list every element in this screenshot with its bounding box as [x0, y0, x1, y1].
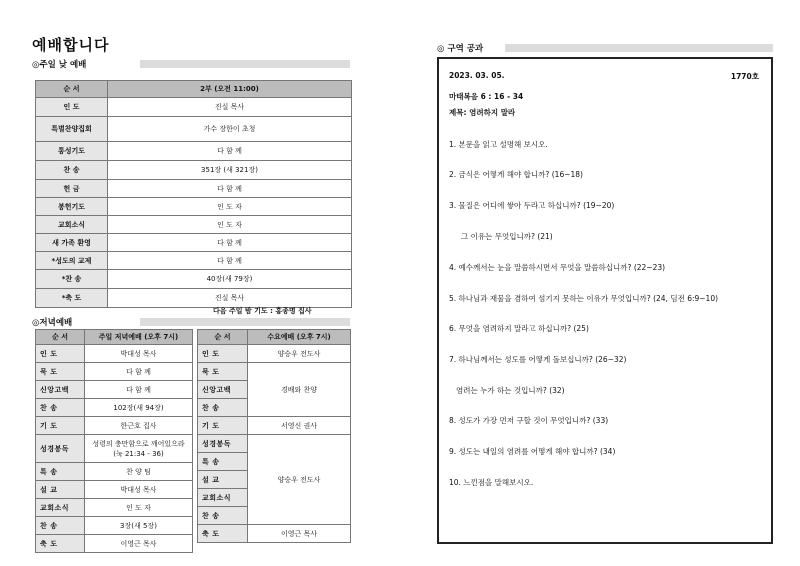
order-value: 다 함 께 [108, 234, 352, 252]
order-value: 경배와 찬양 [248, 363, 351, 417]
table-row [36, 142, 352, 161]
order-value: 다 함 께 [85, 363, 193, 381]
order-value: 박대성 목사 [85, 345, 193, 363]
order-label: 찬 송 [36, 399, 85, 417]
order-value: 가수 장한이 초청 [108, 117, 352, 142]
order-value: 351장 (새 321장) [108, 161, 352, 180]
order-value: 다 함 께 [85, 381, 193, 399]
order-value: 인 도 자 [108, 198, 352, 216]
question-item: 그 이유는 무엇입니까? (21) [461, 232, 553, 241]
order-label: 새 가족 환영 [36, 234, 108, 252]
table-row [36, 517, 193, 535]
question-item: 9. 성도는 내일의 염려를 어떻게 해야 합니까? (34) [449, 447, 616, 456]
table-header-row [36, 81, 352, 98]
table-row [36, 161, 352, 180]
table-row [198, 345, 351, 363]
study-section-header [437, 42, 773, 54]
order-value: 진실 목사 [108, 289, 352, 308]
section-bar [505, 44, 773, 52]
order-label: 특 송 [198, 453, 248, 471]
table-row [36, 180, 352, 198]
order-value: 한근호 집사 [85, 417, 193, 435]
col-service-header: 주일 저녁예배 (오후 7시) [85, 330, 193, 345]
table-row [36, 481, 193, 499]
order-label: 기 도 [36, 417, 85, 435]
order-label: 성경봉독 [36, 435, 85, 463]
table-row [36, 117, 352, 142]
order-label: 설 교 [198, 471, 248, 489]
order-value: 다 함 께 [108, 180, 352, 198]
col-service-header: 수요예배 (오후 7시) [248, 330, 351, 345]
table-row [198, 417, 351, 435]
order-label: *찬 송 [36, 270, 108, 289]
question-item: 8. 성도가 가장 먼저 구할 것이 무엇입니까? (33) [449, 416, 609, 425]
next-week-prayer-note: 다음 주일 밤 기도 : 홍종명 집사 [213, 307, 312, 315]
col-order-header: 순 서 [36, 330, 85, 345]
table-row [36, 198, 352, 216]
sunday-evening-table [35, 329, 193, 553]
sermon-title: 성령의 충만함으로 깨어있으라 [92, 439, 185, 448]
order-label: 성경봉독 [198, 435, 248, 453]
order-label: 신앙고백 [198, 381, 248, 399]
order-value: 102장(새 94장) [85, 399, 193, 417]
morning-section-label: ◎주일 낮 예배 [32, 58, 92, 70]
order-label: *성도의 교제 [36, 252, 108, 270]
question-item: 1. 본문을 읽고 설명해 보시오. [449, 140, 548, 149]
order-label: 교회소식 [36, 499, 85, 517]
order-label: 교회소식 [198, 489, 248, 507]
table-row [36, 270, 352, 289]
section-bar [140, 60, 350, 68]
table-row [36, 345, 193, 363]
order-value: 이영근 목사 [85, 535, 193, 553]
order-label: 인 도 [36, 345, 85, 363]
table-row [36, 98, 352, 117]
order-label: 봉헌기도 [36, 198, 108, 216]
scripture-ref: (눅 21:34 - 36) [113, 449, 164, 458]
morning-worship-table [35, 80, 352, 308]
table-row [36, 216, 352, 234]
order-label: *축 도 [36, 289, 108, 308]
question-item: 3. 물질은 어디에 쌓아 두라고 하십니까? (19~20) [449, 201, 615, 210]
order-value: 다 함 께 [108, 252, 352, 270]
question-item: 10. 느낀점을 말해보시오. [449, 478, 534, 487]
order-label: 특 송 [36, 463, 85, 481]
order-label: 인 도 [36, 98, 108, 117]
table-row [36, 234, 352, 252]
question-item: 염려는 누가 하는 것입니까? (32) [456, 386, 565, 395]
order-label: 교회소식 [36, 216, 108, 234]
table-row [36, 289, 352, 308]
order-value: 양승우 전도사 [248, 435, 351, 525]
table-row [36, 417, 193, 435]
order-value: 3장(새 5장) [85, 517, 193, 535]
order-label: 통성기도 [36, 142, 108, 161]
study-box [437, 57, 773, 544]
scripture-reference: 마태복음 6 : 16 - 34 [449, 92, 524, 101]
table-row [36, 535, 193, 553]
evening-section-header [32, 316, 350, 328]
table-row [36, 463, 193, 481]
order-label: 찬 송 [198, 399, 248, 417]
study-subject: 제목: 염려하지 말라 [449, 108, 516, 117]
table-header-row [36, 330, 193, 345]
order-label: 축 도 [198, 525, 248, 543]
table-row [198, 435, 351, 453]
table-row [36, 499, 193, 517]
table-row [36, 252, 352, 270]
order-value: 서영신 권사 [248, 417, 351, 435]
section-bar [140, 318, 350, 326]
question-item: 5. 하나님과 재물을 겸하여 섬기지 못하는 이유가 무엇입니까? (24, 딤전 6:9~10) [449, 294, 719, 303]
order-value: 박대성 목사 [85, 481, 193, 499]
table-row [36, 363, 193, 381]
page-title: 예배합니다 [32, 36, 110, 54]
order-value: 진실 목사 [108, 98, 352, 117]
order-label: 설 교 [36, 481, 85, 499]
morning-section-header [32, 58, 350, 70]
order-label: 기 도 [198, 417, 248, 435]
question-item: 7. 하나님께서는 성도를 어떻게 돌보십니까? (26~32) [449, 355, 627, 364]
order-value: 찬 양 팀 [85, 463, 193, 481]
order-label: 축 도 [36, 535, 85, 553]
order-value: 인 도 자 [108, 216, 352, 234]
col-order-header: 순 서 [36, 81, 108, 98]
order-label: 찬 송 [36, 161, 108, 180]
question-item: 2. 금식은 어떻게 해야 합니까? (16~18) [449, 170, 583, 179]
order-value: 인 도 자 [85, 499, 193, 517]
order-value: 40장(새 79장) [108, 270, 352, 289]
study-section-label: ◎ 구역 공과 [437, 42, 489, 54]
col-service-header: 2부 (오전 11:00) [108, 81, 352, 98]
question-item: 6. 무엇을 염려하지 말라고 하십니까? (25) [449, 324, 589, 333]
order-label: 특별찬양집회 [36, 117, 108, 142]
order-label: 찬 송 [36, 517, 85, 535]
table-row [36, 381, 193, 399]
study-date: 2023. 03. 05. [449, 71, 505, 80]
order-label: 묵 도 [198, 363, 248, 381]
order-label: 찬 송 [198, 507, 248, 525]
question-item: 4. 예수께서는 눈을 말씀하시면서 무엇을 말씀하십니까? (22~23) [449, 263, 666, 272]
table-header-row [198, 330, 351, 345]
order-value: 다 함 께 [108, 142, 352, 161]
table-row [198, 525, 351, 543]
table-row [36, 435, 193, 463]
evening-section-label: ◎저녁예배 [32, 316, 78, 328]
order-value: 이영근 목사 [248, 525, 351, 543]
order-label: 신앙고백 [36, 381, 85, 399]
wednesday-worship-table [197, 329, 351, 543]
order-label: 묵 도 [36, 363, 85, 381]
table-row [36, 399, 193, 417]
col-order-header: 순 서 [198, 330, 248, 345]
table-row [198, 363, 351, 381]
issue-number: 1770호 [730, 72, 759, 81]
order-value [85, 435, 193, 463]
order-value: 양승우 전도사 [248, 345, 351, 363]
order-label: 인 도 [198, 345, 248, 363]
order-label: 헌 금 [36, 180, 108, 198]
